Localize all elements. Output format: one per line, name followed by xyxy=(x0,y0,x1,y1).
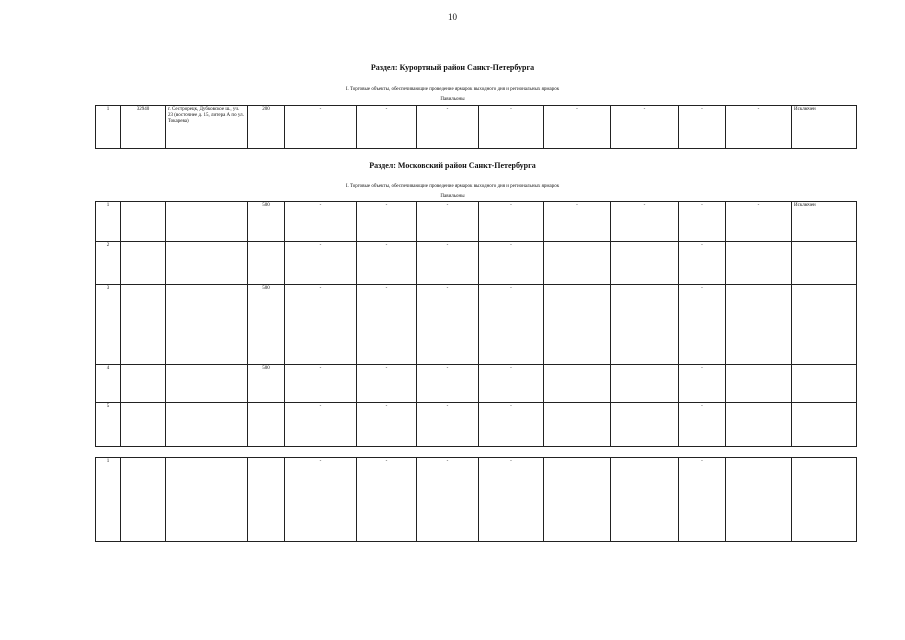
table-cell: - xyxy=(417,458,479,542)
table-cell xyxy=(121,403,166,447)
table-cell xyxy=(121,202,166,242)
table-cell: 3 xyxy=(96,285,121,365)
table-cell: - xyxy=(285,403,357,447)
table-row xyxy=(96,202,857,242)
table-cell xyxy=(544,285,611,365)
table-cell: - xyxy=(479,106,544,149)
table-cell: Исключен xyxy=(792,106,857,149)
table-cell xyxy=(611,403,679,447)
table-cell xyxy=(726,365,792,403)
table-cell xyxy=(121,285,166,365)
section-title-moskovsky: Раздел: Московский район Санкт-Петербурга xyxy=(369,161,536,170)
table-cell xyxy=(544,365,611,403)
table-cell: - xyxy=(417,403,479,447)
table-cell xyxy=(121,365,166,403)
table-cell xyxy=(166,403,248,447)
table-cell: - xyxy=(679,202,726,242)
table-cell: 500 xyxy=(248,365,285,403)
moskovsky-second-table xyxy=(95,457,857,542)
table-cell: - xyxy=(285,242,357,285)
table-cell xyxy=(121,242,166,285)
table-cell xyxy=(248,403,285,447)
table-cell: - xyxy=(357,106,417,149)
table-cell xyxy=(726,403,792,447)
table-cell: - xyxy=(479,202,544,242)
table-cell: - xyxy=(726,202,792,242)
table-cell xyxy=(166,458,248,542)
table-cell: - xyxy=(285,365,357,403)
group-label-pavilions: Павильоны xyxy=(440,194,465,199)
table-cell xyxy=(544,458,611,542)
table-cell: - xyxy=(479,403,544,447)
table-cell xyxy=(248,242,285,285)
table-cell xyxy=(544,242,611,285)
table-cell: - xyxy=(611,106,679,149)
table-cell: - xyxy=(679,365,726,403)
table-row xyxy=(96,458,857,542)
table-cell: - xyxy=(417,365,479,403)
table-cell: - xyxy=(285,458,357,542)
table-cell xyxy=(166,365,248,403)
table-cell xyxy=(726,458,792,542)
table-cell: - xyxy=(285,106,357,149)
table-cell: - xyxy=(357,403,417,447)
table-cell xyxy=(792,285,857,365)
table-cell: - xyxy=(544,106,611,149)
table-cell: - xyxy=(679,242,726,285)
table-cell xyxy=(166,202,248,242)
table-cell: 1 xyxy=(96,458,121,542)
table-cell xyxy=(792,403,857,447)
table-cell: - xyxy=(357,285,417,365)
moskovsky-pavilions-table xyxy=(95,201,857,447)
table-cell: - xyxy=(479,365,544,403)
table-cell xyxy=(611,285,679,365)
table-cell: - xyxy=(417,202,479,242)
table-cell: - xyxy=(357,365,417,403)
table-cell xyxy=(248,458,285,542)
table-cell xyxy=(611,365,679,403)
table-cell: г. Сестрорецк, Дубковское ш., уч. 23 (восточнее д. 15, литера А по ул. Токарева) xyxy=(166,106,248,149)
table-cell xyxy=(121,458,166,542)
section-subtitle-kurortny: I. Торговые объекты, обеспечивающие проведение ярмарок выходного дня и региональных ярмарок xyxy=(345,87,560,92)
page-number: 10 xyxy=(448,12,457,22)
table-row xyxy=(96,285,857,365)
table-cell xyxy=(792,242,857,285)
table-cell xyxy=(166,242,248,285)
table-cell: - xyxy=(479,458,544,542)
table-cell: 32940 xyxy=(121,106,166,149)
table-cell: 500 xyxy=(248,285,285,365)
kurortny-table xyxy=(95,105,857,149)
table-cell xyxy=(726,242,792,285)
table-cell: - xyxy=(679,403,726,447)
table-cell: - xyxy=(679,106,726,149)
table-row xyxy=(96,365,857,403)
table-cell: 5 xyxy=(96,403,121,447)
table-cell: 500 xyxy=(248,202,285,242)
table-cell xyxy=(611,458,679,542)
table-cell xyxy=(792,458,857,542)
table-row xyxy=(96,242,857,285)
table-cell: Исключен xyxy=(792,202,857,242)
table-cell: 1 xyxy=(96,106,121,149)
table-cell: 1 xyxy=(96,202,121,242)
table-row xyxy=(96,403,857,447)
table-cell: - xyxy=(479,285,544,365)
table-cell: - xyxy=(357,242,417,285)
table-cell: - xyxy=(611,202,679,242)
table-cell: - xyxy=(679,458,726,542)
table-cell xyxy=(611,242,679,285)
table-cell: - xyxy=(357,458,417,542)
table-cell: - xyxy=(285,285,357,365)
table-cell xyxy=(544,403,611,447)
table-cell: - xyxy=(357,202,417,242)
table-cell: 4 xyxy=(96,365,121,403)
table-cell: - xyxy=(285,202,357,242)
section-title-kurortny: Раздел: Курортный район Санкт-Петербурга xyxy=(370,63,535,72)
section-subtitle-moskovsky: I. Торговые объекты, обеспечивающие проведение ярмарок выходного дня и региональных ярмарок xyxy=(345,184,560,189)
table-cell: - xyxy=(417,106,479,149)
table-cell: - xyxy=(679,285,726,365)
table-cell: - xyxy=(417,242,479,285)
table-cell xyxy=(166,285,248,365)
table-cell xyxy=(792,365,857,403)
table-cell: 2 xyxy=(96,242,121,285)
table-row xyxy=(96,106,857,149)
table-cell xyxy=(726,285,792,365)
table-cell: - xyxy=(544,202,611,242)
table-cell: - xyxy=(417,285,479,365)
group-label-pavilions: Павильоны xyxy=(440,97,465,102)
table-cell: 200 xyxy=(248,106,285,149)
table-cell: - xyxy=(479,242,544,285)
table-cell: - xyxy=(726,106,792,149)
